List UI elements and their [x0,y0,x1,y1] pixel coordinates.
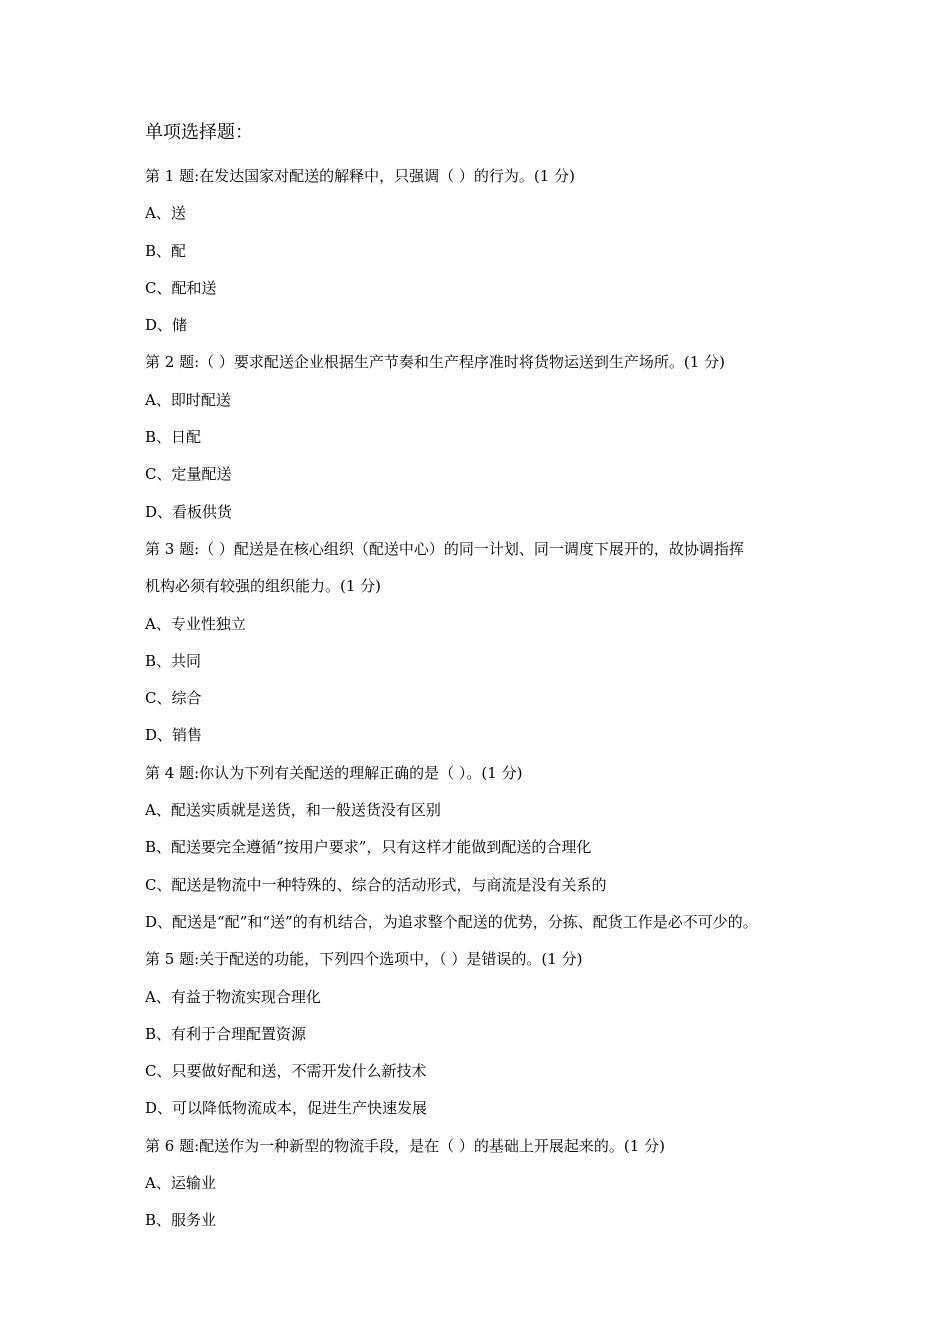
question-2-option-c: C、定量配送 [145,465,232,484]
question-5-option-b: B、有利于合理配置资源 [145,1024,307,1043]
question-2-stem: 第 2 题:（ ）要求配送企业根据生产节奏和生产程序准时将货物运送到生产场所。(1 分) [145,353,725,372]
question-5-option-c: C、只要做好配和送，不需开发什么新技术 [145,1062,427,1081]
question-2-option-d: D、看板供货 [145,502,233,521]
question-1-option-d: D、储 [145,316,188,335]
question-2-option-a: A、即时配送 [145,390,231,409]
section-heading: 单项选择题： [145,122,253,143]
question-3-stem: 第 3 题:（ ）配送是在核心组织（配送中心）的同一计划、同一调度下展开的，故协调指挥 [145,539,744,558]
question-1-stem: 第 1 题:在发达国家对配送的解释中，只强调（ ）的行为。(1 分) [145,167,575,185]
document-content [145,118,845,1240]
question-3-option-a: A、专业性独立 [145,614,246,633]
question-1-option-c: C、配和送 [145,278,217,297]
question-4-option-d: D、配送是“配”和“送”的有机结合，为追求整个配送的优势，分拣、配货工作是必不可少的。 [145,912,758,931]
question-6-option-a: A、运输业 [145,1174,216,1193]
question-4-option-a: A、配送实质就是送货，和一般送货没有区别 [145,801,441,820]
question-4-stem: 第 4 题:你认为下列有关配送的理解正确的是（ ）。(1 分) [145,763,523,782]
question-5-option-d: D、可以降低物流成本，促进生产快速发展 [145,1099,428,1118]
question-3-option-d: D、销售 [145,726,203,745]
question-3-option-c: C、综合 [145,689,202,708]
question-1-option-b: B、配 [145,241,187,260]
question-5-option-a: A、有益于物流实现合理化 [145,987,321,1006]
question-4-option-c: C、配送是物流中一种特殊的、综合的活动形式，与商流是没有关系的 [145,875,607,894]
question-5-stem: 第 5 题:关于配送的功能，下列四个选项中，（ ）是错误的。(1 分) [145,950,583,969]
question-3-stem-continued: 机构必须有较强的组织能力。(1 分) [145,577,382,596]
question-4-option-b: B、配送要完全遵循“按用户要求”，只有这样才能做到配送的合理化 [145,838,592,857]
question-3-option-b: B、共同 [145,651,202,670]
question-6-option-b: B、服务业 [145,1211,217,1230]
question-2-option-b: B、日配 [145,428,202,447]
question-6-stem: 第 6 题:配送作为一种新型的物流手段，是在（ ）的基础上开展起来的。(1 分) [145,1136,665,1155]
question-1-option-a: A、送 [145,204,186,223]
